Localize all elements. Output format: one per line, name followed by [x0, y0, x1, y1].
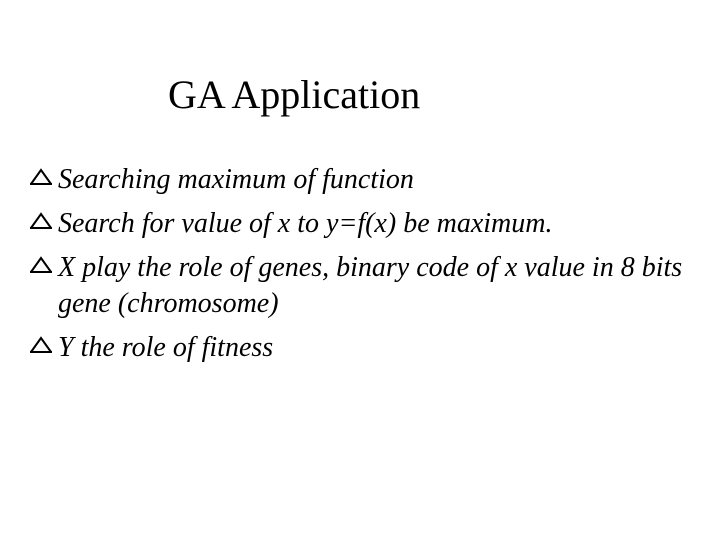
bullet-text: X play the role of genes, binary code of x value in 8 bits gene (chromosome) [58, 252, 683, 319]
caret-bullet-icon [28, 206, 54, 242]
bullet-item [28, 330, 698, 366]
bullet-text: Search for value of x to y=f(x) be maximum. [58, 208, 553, 239]
bullet-text: Searching maximum of function [58, 164, 414, 195]
bullet-text: Y the role of fitness [58, 332, 274, 363]
caret-bullet-icon [28, 250, 54, 286]
slide-title: GA Application [168, 72, 421, 117]
bullet-list [28, 162, 698, 374]
bullet-item [28, 206, 698, 242]
caret-bullet-icon [28, 330, 54, 366]
bullet-item [28, 162, 698, 198]
bullet-item [28, 250, 698, 322]
caret-bullet-icon [28, 162, 54, 198]
